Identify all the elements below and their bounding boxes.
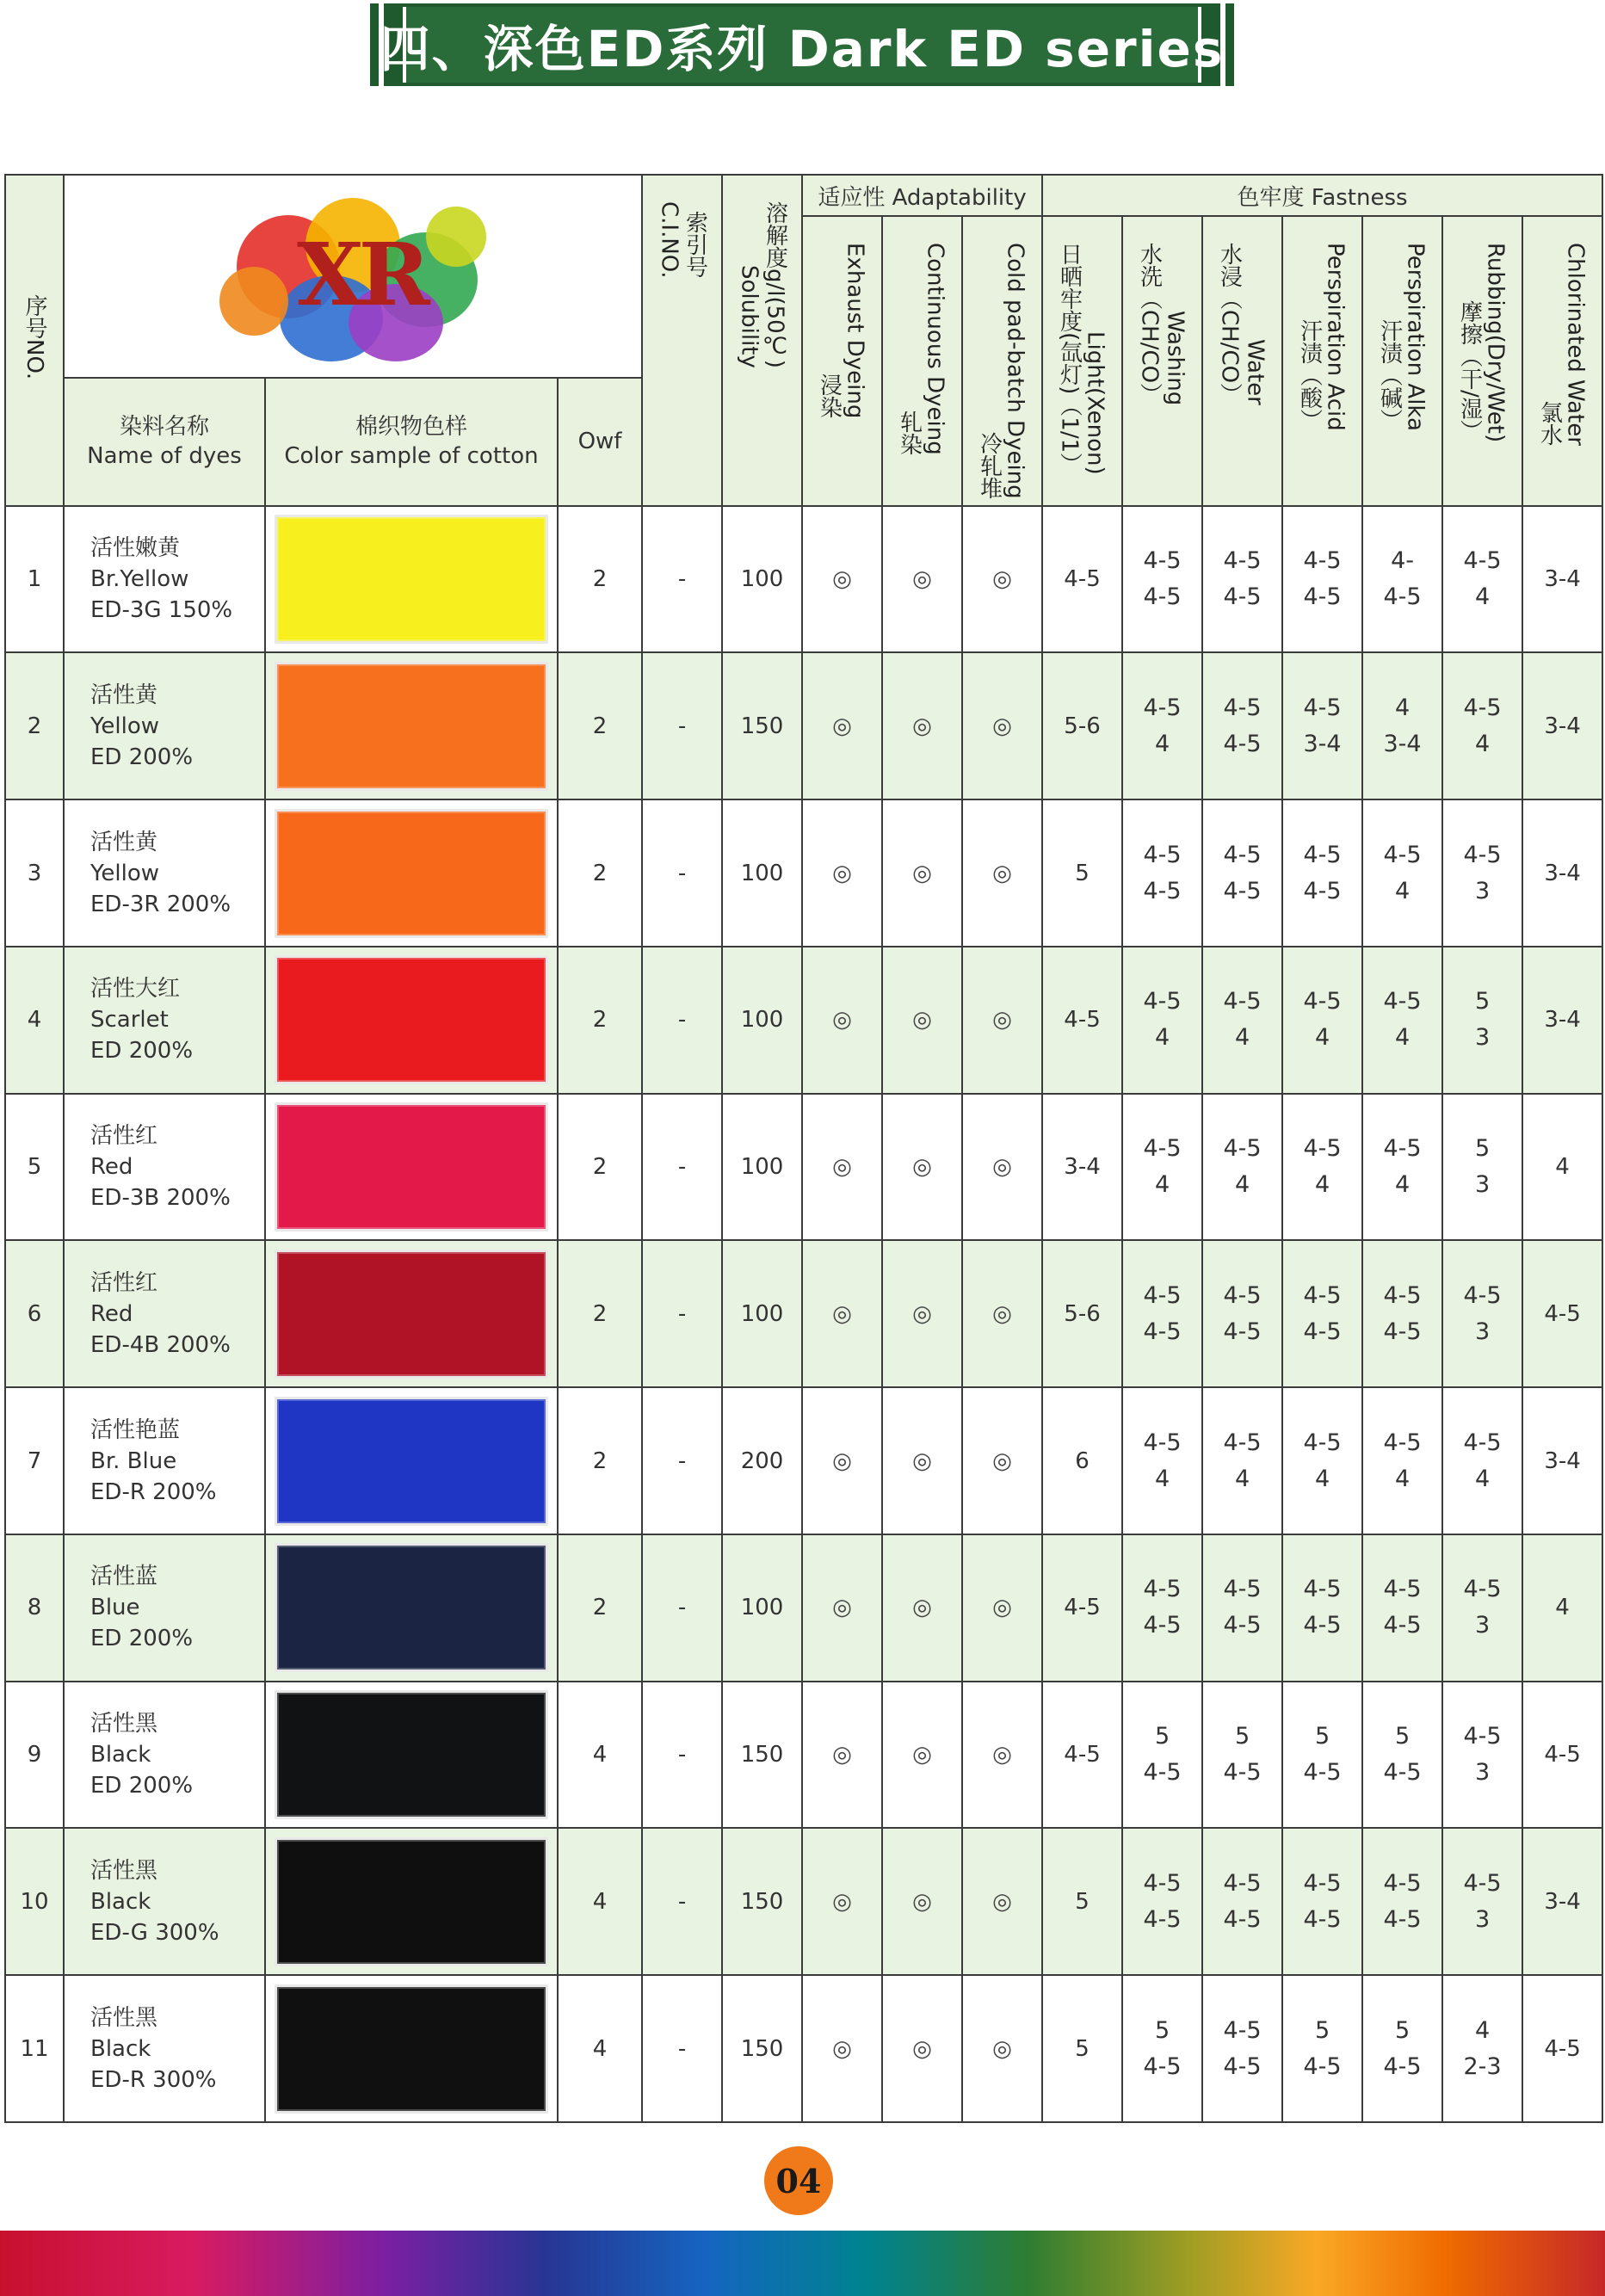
continuous-value: ◎	[882, 1975, 962, 2122]
coldpad-value: ◎	[962, 1240, 1042, 1387]
page-title: 四、深色ED系列 Dark ED series	[380, 20, 1225, 78]
continuous-value: ◎	[882, 1240, 962, 1387]
table-row	[5, 1682, 1602, 1829]
table-row	[5, 1387, 1602, 1534]
header-fastness: 色牢度 Fastness	[1042, 175, 1602, 216]
header-light: 日晒牢度(氙灯)（1/1）Light(Xenon)	[1042, 216, 1122, 506]
perspiration-acid-value: 4-5 4	[1282, 947, 1362, 1094]
exhaust-value: ◎	[802, 947, 882, 1094]
light-value: 4-5	[1042, 947, 1122, 1094]
owf-value: 2	[558, 1094, 642, 1241]
continuous-value: ◎	[882, 1682, 962, 1829]
perspiration-alka-value: 4 3-4	[1362, 652, 1442, 799]
chlorinated-value: 4-5	[1522, 1240, 1602, 1387]
perspiration-alka-value: 4-5 4	[1362, 799, 1442, 947]
ci-value: -	[642, 1828, 722, 1975]
solubility-value: 100	[722, 1094, 802, 1241]
dye-name: 活性黄 Yellow ED-3R 200%	[64, 799, 265, 947]
row-number: 2	[5, 652, 64, 799]
chlorinated-value: 4	[1522, 1534, 1602, 1682]
owf-value: 2	[558, 947, 642, 1094]
chlorinated-value: 3-4	[1522, 1387, 1602, 1534]
exhaust-value: ◎	[802, 1534, 882, 1682]
perspiration-alka-value: 4- 4-5	[1362, 506, 1442, 653]
water-value: 4-5 4-5	[1202, 1534, 1282, 1682]
light-value: 4-5	[1042, 1682, 1122, 1829]
owf-value: 2	[558, 1387, 642, 1534]
perspiration-alka-value: 4-5 4-5	[1362, 1534, 1442, 1682]
color-swatch	[275, 1102, 548, 1231]
color-sample	[265, 1534, 558, 1682]
water-value: 4-5 4-5	[1202, 1240, 1282, 1387]
perspiration-alka-value: 4-5 4-5	[1362, 1240, 1442, 1387]
color-swatch	[275, 809, 548, 938]
continuous-value: ◎	[882, 1387, 962, 1534]
color-sample	[265, 1828, 558, 1975]
perspiration-acid-value: 5 4-5	[1282, 1975, 1362, 2122]
coldpad-value: ◎	[962, 1975, 1042, 2122]
dye-name: 活性嫩黄 Br.Yellow ED-3G 150%	[64, 506, 265, 653]
rubbing-value: 4-5 3	[1442, 1534, 1522, 1682]
owf-value: 4	[558, 1975, 642, 2122]
header-perspiration-acid: 汗渍（酸）Perspiration Acid	[1282, 216, 1362, 506]
row-number: 4	[5, 947, 64, 1094]
ci-value: -	[642, 506, 722, 653]
exhaust-value: ◎	[802, 506, 882, 653]
color-swatch	[275, 1543, 548, 1672]
rubbing-value: 4-5 4	[1442, 506, 1522, 653]
header-washing: 水洗（CH/CO）Washing	[1122, 216, 1202, 506]
perspiration-acid-value: 5 4-5	[1282, 1682, 1362, 1829]
owf-value: 4	[558, 1682, 642, 1829]
chlorinated-value: 4-5	[1522, 1682, 1602, 1829]
table-row	[5, 506, 1602, 653]
ci-value: -	[642, 1094, 722, 1241]
water-value: 4-5 4-5	[1202, 1975, 1282, 2122]
header-name: 染料名称 Name of dyes	[64, 378, 265, 506]
exhaust-value: ◎	[802, 1682, 882, 1829]
chlorinated-value: 3-4	[1522, 1828, 1602, 1975]
color-sample	[265, 1240, 558, 1387]
header-coldpad: 冷轧堆Cold pad-batch Dyeing	[962, 216, 1042, 506]
exhaust-value: ◎	[802, 1387, 882, 1534]
header-ci: C.I.NO.索引号	[642, 175, 722, 506]
perspiration-acid-value: 4-5 4	[1282, 1387, 1362, 1534]
row-number: 5	[5, 1094, 64, 1241]
color-sample	[265, 1094, 558, 1241]
water-value: 4-5 4-5	[1202, 652, 1282, 799]
solubility-value: 150	[722, 1828, 802, 1975]
owf-value: 2	[558, 1534, 642, 1682]
continuous-value: ◎	[882, 799, 962, 947]
solubility-value: 100	[722, 1240, 802, 1387]
rubbing-value: 5 3	[1442, 1094, 1522, 1241]
ci-value: -	[642, 652, 722, 799]
washing-value: 4-5 4-5	[1122, 506, 1202, 653]
logo-cell	[64, 175, 642, 378]
color-swatch	[275, 1837, 548, 1966]
rubbing-value: 4-5 4	[1442, 1387, 1522, 1534]
solubility-value: 150	[722, 652, 802, 799]
washing-value: 4-5 4	[1122, 1387, 1202, 1534]
light-value: 5	[1042, 1975, 1122, 2122]
header-adaptability: 适应性 Adaptability	[802, 175, 1042, 216]
row-number: 11	[5, 1975, 64, 2122]
header-water: 水浸（CH/CO）Water	[1202, 216, 1282, 506]
table-row	[5, 947, 1602, 1094]
dye-name: 活性蓝 Blue ED 200%	[64, 1534, 265, 1682]
continuous-value: ◎	[882, 947, 962, 1094]
logo-mark: XR	[297, 223, 425, 325]
color-sample	[265, 1387, 558, 1534]
rubbing-value: 5 3	[1442, 947, 1522, 1094]
light-value: 6	[1042, 1387, 1122, 1534]
owf-value: 2	[558, 506, 642, 653]
perspiration-alka-value: 4-5 4	[1362, 1387, 1442, 1534]
header-rubbing: 摩擦（干/湿）Rubbing(Dry/Wet)	[1442, 216, 1522, 506]
rubbing-value: 4-5 3	[1442, 1828, 1522, 1975]
solubility-value: 100	[722, 506, 802, 653]
dye-name: 活性红 Red ED-4B 200%	[64, 1240, 265, 1387]
color-swatch	[275, 955, 548, 1084]
table-row	[5, 1094, 1602, 1241]
header-sample: 棉织物色样 Color sample of cotton	[265, 378, 558, 506]
dye-name: 活性黑 Black ED-G 300%	[64, 1828, 265, 1975]
chlorinated-value: 3-4	[1522, 652, 1602, 799]
perspiration-alka-value: 5 4-5	[1362, 1682, 1442, 1829]
owf-value: 2	[558, 652, 642, 799]
light-value: 4-5	[1042, 1534, 1122, 1682]
continuous-value: ◎	[882, 1094, 962, 1241]
color-sample	[265, 947, 558, 1094]
dye-name: 活性艳蓝 Br. Blue ED-R 200%	[64, 1387, 265, 1534]
color-sample	[265, 506, 558, 653]
washing-value: 4-5 4	[1122, 652, 1202, 799]
perspiration-acid-value: 4-5 4-5	[1282, 799, 1362, 947]
water-value: 4-5 4-5	[1202, 506, 1282, 653]
water-value: 4-5 4	[1202, 1094, 1282, 1241]
page-number-badge: 04	[764, 2146, 833, 2215]
perspiration-acid-value: 4-5 4-5	[1282, 1828, 1362, 1975]
perspiration-acid-value: 4-5 4	[1282, 1094, 1362, 1241]
ci-value: -	[642, 1534, 722, 1682]
rubbing-value: 4-5 3	[1442, 1240, 1522, 1387]
light-value: 5	[1042, 799, 1122, 947]
coldpad-value: ◎	[962, 799, 1042, 947]
chlorinated-value: 3-4	[1522, 947, 1602, 1094]
coldpad-value: ◎	[962, 652, 1042, 799]
rubbing-value: 4-5 4	[1442, 652, 1522, 799]
perspiration-acid-value: 4-5 4-5	[1282, 506, 1362, 653]
table-row	[5, 652, 1602, 799]
perspiration-alka-value: 4-5 4	[1362, 1094, 1442, 1241]
dye-name: 活性黑 Black ED-R 300%	[64, 1975, 265, 2122]
ci-value: -	[642, 1240, 722, 1387]
color-sample	[265, 1975, 558, 2122]
header-continuous: 轧染Continuous Dyeing	[882, 216, 962, 506]
owf-value: 2	[558, 1240, 642, 1387]
ci-value: -	[642, 1387, 722, 1534]
banner-right-bar	[1225, 3, 1234, 86]
coldpad-value: ◎	[962, 1094, 1042, 1241]
water-value: 4-5 4-5	[1202, 799, 1282, 947]
perspiration-acid-value: 4-5 4-5	[1282, 1534, 1362, 1682]
color-swatch	[275, 515, 548, 644]
water-value: 4-5 4-5	[1202, 1828, 1282, 1975]
washing-value: 5 4-5	[1122, 1975, 1202, 2122]
continuous-value: ◎	[882, 1828, 962, 1975]
solubility-value: 100	[722, 947, 802, 1094]
banner-left-bar	[370, 3, 379, 86]
color-swatch	[275, 1397, 548, 1526]
water-value: 4-5 4	[1202, 947, 1282, 1094]
coldpad-value: ◎	[962, 1387, 1042, 1534]
header-perspiration-alka: 汗渍（碱）Perspiration Alka	[1362, 216, 1442, 506]
row-number: 8	[5, 1534, 64, 1682]
light-value: 4-5	[1042, 506, 1122, 653]
chlorinated-value: 3-4	[1522, 799, 1602, 947]
washing-value: 4-5 4	[1122, 947, 1202, 1094]
light-value: 5	[1042, 1828, 1122, 1975]
exhaust-value: ◎	[802, 1094, 882, 1241]
washing-value: 4-5 4-5	[1122, 1240, 1202, 1387]
row-number: 10	[5, 1828, 64, 1975]
header-owf: Owf	[558, 378, 642, 506]
coldpad-value: ◎	[962, 1828, 1042, 1975]
chlorinated-value: 3-4	[1522, 506, 1602, 653]
exhaust-value: ◎	[802, 652, 882, 799]
solubility-value: 150	[722, 1975, 802, 2122]
perspiration-acid-value: 4-5 3-4	[1282, 652, 1362, 799]
dye-table	[4, 174, 1603, 2123]
table-row	[5, 1534, 1602, 1682]
brand-logo	[202, 181, 503, 372]
row-number: 3	[5, 799, 64, 947]
solubility-value: 100	[722, 799, 802, 947]
color-sample	[265, 652, 558, 799]
color-swatch	[275, 1250, 548, 1379]
exhaust-value: ◎	[802, 1240, 882, 1387]
washing-value: 4-5 4-5	[1122, 1534, 1202, 1682]
rubbing-value: 4-5 3	[1442, 1682, 1522, 1829]
header-exhaust: 浸染Exhaust Dyeing	[802, 216, 882, 506]
table-row	[5, 799, 1602, 947]
washing-value: 4-5 4-5	[1122, 1828, 1202, 1975]
dye-name: 活性黑 Black ED 200%	[64, 1682, 265, 1829]
table-row	[5, 1240, 1602, 1387]
light-value: 5-6	[1042, 652, 1122, 799]
water-value: 4-5 4	[1202, 1387, 1282, 1534]
color-sample	[265, 799, 558, 947]
continuous-value: ◎	[882, 652, 962, 799]
dye-name: 活性黄 Yellow ED 200%	[64, 652, 265, 799]
header-no: 序号NO.	[5, 175, 64, 506]
chlorinated-value: 4	[1522, 1094, 1602, 1241]
color-swatch	[275, 662, 548, 791]
owf-value: 4	[558, 1828, 642, 1975]
header-chlorinated: 氯水Chlorinated Water	[1522, 216, 1602, 506]
perspiration-acid-value: 4-5 4-5	[1282, 1240, 1362, 1387]
dye-name: 活性大红 Scarlet ED 200%	[64, 947, 265, 1094]
ci-value: -	[642, 947, 722, 1094]
washing-value: 4-5 4	[1122, 1094, 1202, 1241]
row-number: 6	[5, 1240, 64, 1387]
ci-value: -	[642, 799, 722, 947]
washing-value: 5 4-5	[1122, 1682, 1202, 1829]
chlorinated-value: 4-5	[1522, 1975, 1602, 2122]
row-number: 1	[5, 506, 64, 653]
coldpad-value: ◎	[962, 1682, 1042, 1829]
rainbow-footer-bar	[0, 2231, 1605, 2296]
color-swatch	[275, 1690, 548, 1819]
exhaust-value: ◎	[802, 1975, 882, 2122]
owf-value: 2	[558, 799, 642, 947]
dye-name: 活性红 Red ED-3B 200%	[64, 1094, 265, 1241]
color-sample	[265, 1682, 558, 1829]
exhaust-value: ◎	[802, 1828, 882, 1975]
perspiration-alka-value: 5 4-5	[1362, 1975, 1442, 2122]
row-number: 7	[5, 1387, 64, 1534]
rubbing-value: 4 2-3	[1442, 1975, 1522, 2122]
title-banner	[380, 3, 1225, 86]
table-row	[5, 1828, 1602, 1975]
continuous-value: ◎	[882, 506, 962, 653]
banner-inner	[380, 7, 1225, 83]
table-row	[5, 1975, 1602, 2122]
ci-value: -	[642, 1975, 722, 2122]
perspiration-alka-value: 4-5 4	[1362, 947, 1442, 1094]
exhaust-value: ◎	[802, 799, 882, 947]
solubility-value: 200	[722, 1387, 802, 1534]
header-solubility: Solubility溶解度g/l(50℃)	[722, 175, 802, 506]
perspiration-alka-value: 4-5 4-5	[1362, 1828, 1442, 1975]
color-swatch	[275, 1984, 548, 2114]
coldpad-value: ◎	[962, 506, 1042, 653]
continuous-value: ◎	[882, 1534, 962, 1682]
row-number: 9	[5, 1682, 64, 1829]
washing-value: 4-5 4-5	[1122, 799, 1202, 947]
solubility-value: 100	[722, 1534, 802, 1682]
ci-value: -	[642, 1682, 722, 1829]
coldpad-value: ◎	[962, 947, 1042, 1094]
solubility-value: 150	[722, 1682, 802, 1829]
water-value: 5 4-5	[1202, 1682, 1282, 1829]
coldpad-value: ◎	[962, 1534, 1042, 1682]
rubbing-value: 4-5 3	[1442, 799, 1522, 947]
light-value: 5-6	[1042, 1240, 1122, 1387]
light-value: 3-4	[1042, 1094, 1122, 1241]
table-body	[5, 506, 1602, 2122]
